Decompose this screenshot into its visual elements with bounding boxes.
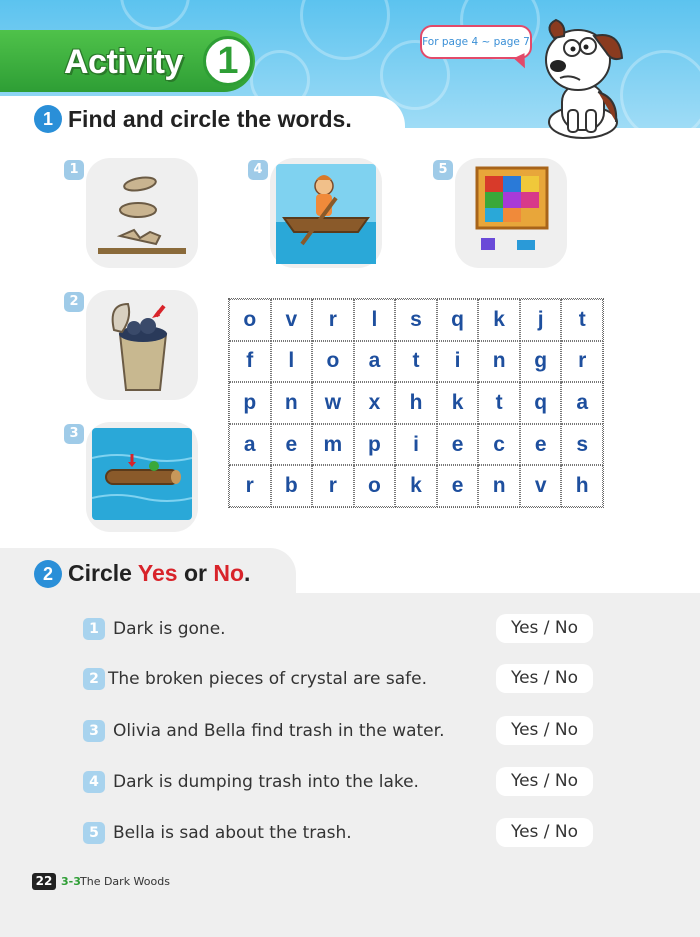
grid-letter[interactable]: v <box>271 299 313 341</box>
question-number: 3 <box>83 720 105 742</box>
picture-number: 1 <box>64 160 84 180</box>
grid-letter[interactable]: k <box>478 299 520 341</box>
picture-number: 3 <box>64 424 84 444</box>
swirl-decoration <box>120 0 190 30</box>
grid-letter[interactable]: o <box>229 299 271 341</box>
page-range-bubble: For page 4 ~ page 7 <box>420 25 532 59</box>
grid-letter[interactable]: s <box>561 424 603 466</box>
question-row <box>80 767 600 797</box>
grid-letter[interactable]: l <box>271 341 313 383</box>
question-row <box>80 818 600 848</box>
grid-letter[interactable]: o <box>312 341 354 383</box>
puzzle-pieces-icon <box>461 164 561 264</box>
picture-number: 5 <box>433 160 453 180</box>
grid-letter[interactable]: i <box>395 424 437 466</box>
grid-letter[interactable]: m <box>312 424 354 466</box>
question-row <box>80 614 600 644</box>
question-row <box>80 664 600 694</box>
grid-letter[interactable]: h <box>561 465 603 507</box>
floating-log-icon <box>92 428 192 528</box>
swirl-decoration <box>300 0 390 60</box>
grid-letter[interactable]: o <box>354 465 396 507</box>
page-number: 22 <box>32 873 56 890</box>
question-number: 5 <box>83 822 105 844</box>
unit-title: The Dark Woods <box>80 875 170 888</box>
activity-number: 1 <box>203 36 253 86</box>
grid-letter[interactable]: p <box>229 382 271 424</box>
grid-letter[interactable]: k <box>395 465 437 507</box>
section2-title <box>68 558 250 588</box>
grid-letter[interactable]: q <box>437 299 479 341</box>
picture-card-2 <box>69 290 198 400</box>
question-number: 1 <box>83 618 105 640</box>
question-number: 4 <box>83 771 105 793</box>
grid-letter[interactable]: x <box>354 382 396 424</box>
title-yes: Yes <box>137 560 178 586</box>
cartoon-dog-icon <box>528 14 633 140</box>
grid-letter[interactable]: a <box>561 382 603 424</box>
yes-no-choice[interactable]: Yes / No <box>496 716 593 745</box>
trash-can-icon <box>92 296 192 396</box>
grid-letter[interactable]: t <box>395 341 437 383</box>
grid-letter[interactable]: e <box>437 465 479 507</box>
word-search-grid <box>228 298 604 508</box>
grid-letter[interactable]: e <box>520 424 562 466</box>
question-text: Bella is sad about the trash. <box>113 823 352 843</box>
grid-letter[interactable]: e <box>437 424 479 466</box>
question-text: The broken pieces of crystal are safe. <box>108 669 428 689</box>
grid-letter[interactable]: h <box>395 382 437 424</box>
grid-letter[interactable]: g <box>520 341 562 383</box>
yes-no-choice[interactable]: Yes / No <box>496 614 593 643</box>
picture-card-5 <box>438 158 567 268</box>
title-text: Circle <box>68 560 138 586</box>
grid-letter[interactable]: b <box>271 465 313 507</box>
grid-letter[interactable]: n <box>478 341 520 383</box>
grid-letter[interactable]: l <box>354 299 396 341</box>
section2-badge: 2 <box>34 560 62 588</box>
grid-letter[interactable]: r <box>312 465 354 507</box>
picture-number: 2 <box>64 292 84 312</box>
grid-letter[interactable]: i <box>437 341 479 383</box>
grid-letter[interactable]: r <box>312 299 354 341</box>
picture-number: 4 <box>248 160 268 180</box>
broken-plates-icon <box>92 164 192 264</box>
question-text: Dark is dumping trash into the lake. <box>113 772 419 792</box>
grid-letter[interactable]: a <box>354 341 396 383</box>
grid-letter[interactable]: r <box>561 341 603 383</box>
section1-badge: 1 <box>34 105 62 133</box>
unit-code: 3-3 <box>61 875 81 888</box>
picture-card-4 <box>253 158 382 268</box>
grid-letter[interactable]: w <box>312 382 354 424</box>
grid-letter[interactable]: f <box>229 341 271 383</box>
activity-title: Activity <box>64 43 183 81</box>
grid-letter[interactable]: q <box>520 382 562 424</box>
question-row <box>80 716 600 746</box>
title-text: or <box>177 560 214 586</box>
yes-no-choice[interactable]: Yes / No <box>496 767 593 796</box>
grid-letter[interactable]: n <box>271 382 313 424</box>
title-no: No <box>213 560 245 586</box>
grid-letter[interactable]: a <box>229 424 271 466</box>
question-text: Olivia and Bella find trash in the water. <box>113 721 445 741</box>
title-text: . <box>244 560 251 586</box>
grid-letter[interactable]: r <box>229 465 271 507</box>
picture-card-3 <box>69 422 198 532</box>
question-number: 2 <box>83 668 105 690</box>
picture-card-1 <box>69 158 198 268</box>
boy-rowing-boat-icon <box>276 164 376 264</box>
grid-letter[interactable]: c <box>478 424 520 466</box>
grid-letter[interactable]: t <box>478 382 520 424</box>
grid-letter[interactable]: v <box>520 465 562 507</box>
grid-letter[interactable]: j <box>520 299 562 341</box>
grid-letter[interactable]: s <box>395 299 437 341</box>
yes-no-choice[interactable]: Yes / No <box>496 664 593 693</box>
question-text: Dark is gone. <box>113 619 226 639</box>
section1-title: Find and circle the words. <box>68 106 352 132</box>
grid-letter[interactable]: n <box>478 465 520 507</box>
grid-letter[interactable]: e <box>271 424 313 466</box>
grid-letter[interactable]: t <box>561 299 603 341</box>
grid-letter[interactable]: p <box>354 424 396 466</box>
yes-no-choice[interactable]: Yes / No <box>496 818 593 847</box>
grid-letter[interactable]: k <box>437 382 479 424</box>
